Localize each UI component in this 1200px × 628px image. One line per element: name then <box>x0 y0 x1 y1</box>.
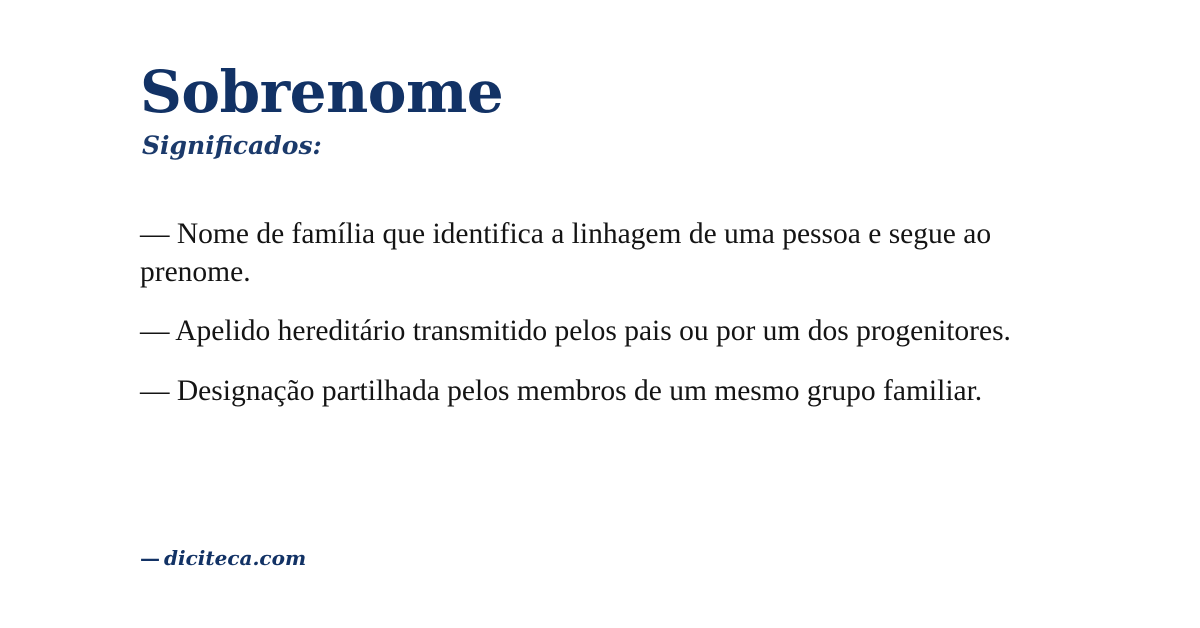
footer-dash: — <box>140 546 160 570</box>
page-title: Sobrenome <box>140 58 504 126</box>
subtitle-label: Significados: <box>142 130 322 160</box>
source-attribution <box>140 546 306 570</box>
list-item: — Designação partilhada pelos membros de um mesmo grupo familiar. <box>140 375 983 408</box>
list-item: — Apelido hereditário transmitido pelos pais ou por um dos progenitores. <box>140 315 1011 348</box>
list-item: — Nome de família que identifica a linhagem de uma pessoa e segue ao prenome. <box>140 217 992 288</box>
sense-list <box>140 216 1060 411</box>
source-name: diciteca.com <box>164 546 307 570</box>
